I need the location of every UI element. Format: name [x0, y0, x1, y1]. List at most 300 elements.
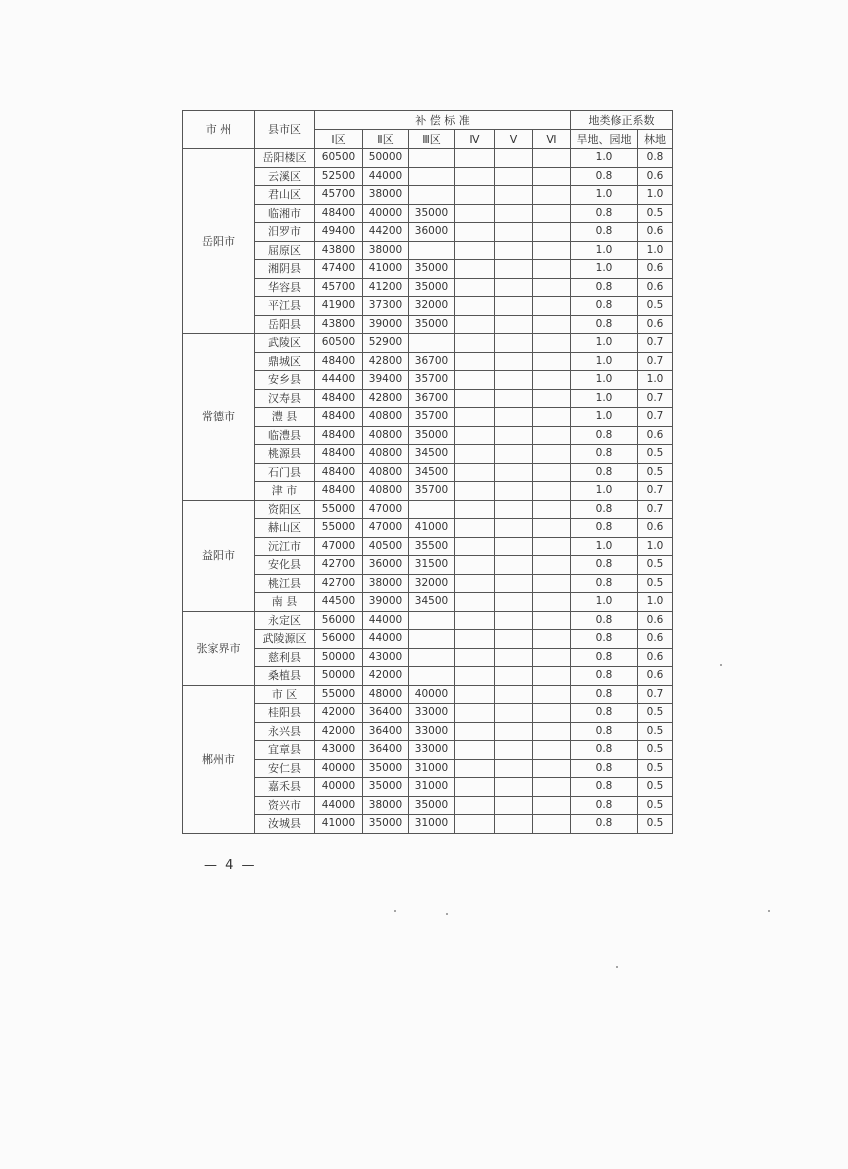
coef-dryland-cell: 0.8	[571, 463, 638, 482]
zone-6-cell	[533, 556, 571, 575]
table-row	[183, 556, 673, 575]
zone-3-cell	[409, 167, 455, 186]
header-zone-1: Ⅰ区	[315, 130, 363, 149]
zone-2-cell: 35000	[363, 815, 409, 834]
header-city: 市 州	[183, 111, 255, 149]
zone-5-cell	[495, 556, 533, 575]
zone-4-cell	[455, 389, 495, 408]
zone-1-cell: 42700	[315, 556, 363, 575]
zone-3-cell: 35000	[409, 796, 455, 815]
county-cell: 岳阳县	[255, 315, 315, 334]
zone-2-cell: 42000	[363, 667, 409, 686]
zone-5-cell	[495, 537, 533, 556]
county-cell: 资兴市	[255, 796, 315, 815]
coef-dryland-cell: 1.0	[571, 260, 638, 279]
zone-3-cell: 35700	[409, 371, 455, 390]
zone-1-cell: 52500	[315, 167, 363, 186]
zone-4-cell	[455, 722, 495, 741]
zone-4-cell	[455, 741, 495, 760]
header-zone-6: Ⅵ	[533, 130, 571, 149]
coef-forest-cell: 0.6	[638, 426, 673, 445]
coef-dryland-cell: 1.0	[571, 186, 638, 205]
coef-dryland-cell: 0.8	[571, 611, 638, 630]
zone-5-cell	[495, 574, 533, 593]
zone-1-cell: 40000	[315, 759, 363, 778]
zone-6-cell	[533, 574, 571, 593]
zone-2-cell: 40800	[363, 482, 409, 501]
county-cell: 汨罗市	[255, 223, 315, 242]
coef-dryland-cell: 0.8	[571, 574, 638, 593]
zone-6-cell	[533, 278, 571, 297]
county-cell: 安乡县	[255, 371, 315, 390]
zone-4-cell	[455, 204, 495, 223]
county-cell: 华容县	[255, 278, 315, 297]
zone-6-cell	[533, 778, 571, 797]
zone-4-cell	[455, 297, 495, 316]
zone-5-cell	[495, 389, 533, 408]
zone-4-cell	[455, 408, 495, 427]
zone-4-cell	[455, 796, 495, 815]
zone-4-cell	[455, 445, 495, 464]
zone-1-cell: 60500	[315, 149, 363, 168]
zone-5-cell	[495, 500, 533, 519]
coef-dryland-cell: 0.8	[571, 648, 638, 667]
zone-6-cell	[533, 630, 571, 649]
table-row	[183, 204, 673, 223]
zone-2-cell: 38000	[363, 241, 409, 260]
coef-forest-cell: 0.6	[638, 519, 673, 538]
zone-2-cell: 36400	[363, 722, 409, 741]
zone-1-cell: 43800	[315, 241, 363, 260]
zone-1-cell: 55000	[315, 500, 363, 519]
zone-2-cell: 40800	[363, 445, 409, 464]
zone-4-cell	[455, 667, 495, 686]
zone-1-cell: 42700	[315, 574, 363, 593]
zone-1-cell: 56000	[315, 611, 363, 630]
zone-6-cell	[533, 241, 571, 260]
coef-dryland-cell: 0.8	[571, 630, 638, 649]
table-row	[183, 574, 673, 593]
coef-dryland-cell: 0.8	[571, 297, 638, 316]
zone-5-cell	[495, 149, 533, 168]
county-cell: 汝城县	[255, 815, 315, 834]
zone-1-cell: 42000	[315, 704, 363, 723]
zone-1-cell: 44500	[315, 593, 363, 612]
coef-forest-cell: 0.6	[638, 611, 673, 630]
coef-forest-cell: 0.6	[638, 167, 673, 186]
zone-6-cell	[533, 704, 571, 723]
zone-6-cell	[533, 463, 571, 482]
zone-6-cell	[533, 352, 571, 371]
table-header	[183, 111, 673, 149]
city-cell: 益阳市	[183, 500, 255, 611]
coef-dryland-cell: 0.8	[571, 741, 638, 760]
compensation-table	[182, 110, 673, 834]
compensation-table-sheet	[182, 110, 673, 834]
zone-2-cell: 39000	[363, 315, 409, 334]
coef-dryland-cell: 0.8	[571, 722, 638, 741]
coef-forest-cell: 1.0	[638, 537, 673, 556]
header-zone-5: Ⅴ	[495, 130, 533, 149]
city-cell: 岳阳市	[183, 149, 255, 334]
table-row	[183, 371, 673, 390]
zone-4-cell	[455, 556, 495, 575]
zone-5-cell	[495, 704, 533, 723]
coef-dryland-cell: 0.8	[571, 815, 638, 834]
zone-1-cell: 48400	[315, 352, 363, 371]
zone-5-cell	[495, 463, 533, 482]
zone-3-cell: 31500	[409, 556, 455, 575]
zone-4-cell	[455, 815, 495, 834]
header-zone-2: Ⅱ区	[363, 130, 409, 149]
zone-1-cell: 47000	[315, 537, 363, 556]
zone-5-cell	[495, 759, 533, 778]
scan-speck	[768, 910, 770, 912]
city-cell: 郴州市	[183, 685, 255, 833]
zone-2-cell: 37300	[363, 297, 409, 316]
zone-4-cell	[455, 241, 495, 260]
zone-4-cell	[455, 630, 495, 649]
coef-forest-cell: 0.5	[638, 741, 673, 760]
coef-forest-cell: 0.5	[638, 297, 673, 316]
zone-5-cell	[495, 352, 533, 371]
zone-6-cell	[533, 482, 571, 501]
zone-6-cell	[533, 260, 571, 279]
coef-forest-cell: 0.6	[638, 630, 673, 649]
city-cell: 常德市	[183, 334, 255, 501]
zone-2-cell: 40800	[363, 463, 409, 482]
zone-2-cell: 42800	[363, 389, 409, 408]
zone-3-cell	[409, 667, 455, 686]
table-row	[183, 241, 673, 260]
coef-forest-cell: 0.7	[638, 408, 673, 427]
coef-dryland-cell: 1.0	[571, 389, 638, 408]
county-cell: 桂阳县	[255, 704, 315, 723]
zone-3-cell: 36700	[409, 389, 455, 408]
zone-4-cell	[455, 223, 495, 242]
coef-dryland-cell: 0.8	[571, 685, 638, 704]
zone-6-cell	[533, 334, 571, 353]
zone-2-cell: 40800	[363, 426, 409, 445]
table-row	[183, 611, 673, 630]
header-coef-dryland: 旱地、园地	[571, 130, 638, 149]
header-coef-group: 地类修正系数	[571, 111, 673, 130]
coef-dryland-cell: 0.8	[571, 167, 638, 186]
zone-3-cell	[409, 241, 455, 260]
zone-5-cell	[495, 667, 533, 686]
table-row	[183, 722, 673, 741]
zone-6-cell	[533, 667, 571, 686]
zone-1-cell: 44400	[315, 371, 363, 390]
coef-forest-cell: 0.5	[638, 204, 673, 223]
zone-2-cell: 41200	[363, 278, 409, 297]
zone-6-cell	[533, 223, 571, 242]
coef-forest-cell: 1.0	[638, 241, 673, 260]
zone-6-cell	[533, 537, 571, 556]
table-row	[183, 815, 673, 834]
zone-5-cell	[495, 167, 533, 186]
coef-forest-cell: 0.7	[638, 500, 673, 519]
zone-4-cell	[455, 648, 495, 667]
zone-2-cell: 48000	[363, 685, 409, 704]
table-row	[183, 463, 673, 482]
zone-3-cell: 41000	[409, 519, 455, 538]
coef-dryland-cell: 0.8	[571, 223, 638, 242]
county-cell: 桃江县	[255, 574, 315, 593]
county-cell: 临澧县	[255, 426, 315, 445]
coef-dryland-cell: 0.8	[571, 556, 638, 575]
zone-3-cell: 32000	[409, 574, 455, 593]
zone-3-cell: 31000	[409, 759, 455, 778]
zone-6-cell	[533, 741, 571, 760]
zone-4-cell	[455, 186, 495, 205]
zone-2-cell: 35000	[363, 759, 409, 778]
coef-dryland-cell: 0.8	[571, 445, 638, 464]
county-cell: 永兴县	[255, 722, 315, 741]
coef-forest-cell: 0.5	[638, 574, 673, 593]
zone-5-cell	[495, 445, 533, 464]
table-row	[183, 149, 673, 168]
scan-speck	[720, 664, 722, 666]
zone-2-cell: 36400	[363, 741, 409, 760]
county-cell: 慈利县	[255, 648, 315, 667]
coef-forest-cell: 0.8	[638, 149, 673, 168]
zone-4-cell	[455, 611, 495, 630]
table-row	[183, 186, 673, 205]
scan-speck	[616, 966, 618, 968]
zone-3-cell: 35500	[409, 537, 455, 556]
zone-6-cell	[533, 371, 571, 390]
table-row	[183, 519, 673, 538]
county-cell: 桑植县	[255, 667, 315, 686]
zone-3-cell: 36000	[409, 223, 455, 242]
coef-forest-cell: 0.7	[638, 352, 673, 371]
coef-dryland-cell: 0.8	[571, 778, 638, 797]
zone-6-cell	[533, 445, 571, 464]
zone-5-cell	[495, 426, 533, 445]
zone-5-cell	[495, 297, 533, 316]
zone-3-cell: 32000	[409, 297, 455, 316]
zone-2-cell: 44000	[363, 167, 409, 186]
coef-forest-cell: 0.5	[638, 759, 673, 778]
table-row	[183, 704, 673, 723]
zone-4-cell	[455, 759, 495, 778]
coef-dryland-cell: 0.8	[571, 519, 638, 538]
table-row	[183, 667, 673, 686]
zone-4-cell	[455, 426, 495, 445]
zone-4-cell	[455, 352, 495, 371]
zone-3-cell: 33000	[409, 704, 455, 723]
zone-3-cell: 35700	[409, 408, 455, 427]
zone-5-cell	[495, 482, 533, 501]
zone-6-cell	[533, 167, 571, 186]
table-row	[183, 167, 673, 186]
zone-1-cell: 48400	[315, 408, 363, 427]
table-row	[183, 648, 673, 667]
zone-3-cell	[409, 334, 455, 353]
zone-1-cell: 43000	[315, 741, 363, 760]
coef-forest-cell: 0.5	[638, 463, 673, 482]
zone-4-cell	[455, 463, 495, 482]
county-cell: 永定区	[255, 611, 315, 630]
table-row	[183, 630, 673, 649]
zone-4-cell	[455, 519, 495, 538]
coef-forest-cell: 0.6	[638, 260, 673, 279]
zone-5-cell	[495, 223, 533, 242]
zone-6-cell	[533, 796, 571, 815]
zone-1-cell: 43800	[315, 315, 363, 334]
coef-forest-cell: 0.5	[638, 722, 673, 741]
table-row	[183, 685, 673, 704]
zone-2-cell: 38000	[363, 574, 409, 593]
coef-forest-cell: 0.5	[638, 778, 673, 797]
coef-forest-cell: 0.5	[638, 704, 673, 723]
county-cell: 澧 县	[255, 408, 315, 427]
zone-5-cell	[495, 685, 533, 704]
zone-1-cell: 45700	[315, 278, 363, 297]
table-row	[183, 260, 673, 279]
zone-6-cell	[533, 759, 571, 778]
zone-5-cell	[495, 241, 533, 260]
zone-2-cell: 36400	[363, 704, 409, 723]
zone-2-cell: 52900	[363, 334, 409, 353]
zone-6-cell	[533, 408, 571, 427]
coef-forest-cell: 0.7	[638, 482, 673, 501]
zone-6-cell	[533, 648, 571, 667]
zone-1-cell: 56000	[315, 630, 363, 649]
header-zone-4: Ⅳ	[455, 130, 495, 149]
zone-5-cell	[495, 630, 533, 649]
table-row	[183, 778, 673, 797]
coef-forest-cell: 1.0	[638, 371, 673, 390]
zone-1-cell: 48400	[315, 204, 363, 223]
zone-6-cell	[533, 149, 571, 168]
coef-forest-cell: 0.5	[638, 815, 673, 834]
table-row	[183, 426, 673, 445]
coef-dryland-cell: 0.8	[571, 204, 638, 223]
zone-4-cell	[455, 574, 495, 593]
zone-2-cell: 44000	[363, 630, 409, 649]
county-cell: 鼎城区	[255, 352, 315, 371]
header-standard: 补 偿 标 准	[315, 111, 571, 130]
table-row	[183, 278, 673, 297]
coef-dryland-cell: 0.8	[571, 500, 638, 519]
coef-dryland-cell: 1.0	[571, 408, 638, 427]
zone-3-cell	[409, 648, 455, 667]
zone-1-cell: 50000	[315, 648, 363, 667]
county-cell: 资阳区	[255, 500, 315, 519]
page-number: — 4 —	[204, 858, 257, 873]
zone-5-cell	[495, 796, 533, 815]
county-cell: 安化县	[255, 556, 315, 575]
coef-forest-cell: 0.5	[638, 556, 673, 575]
county-cell: 屈原区	[255, 241, 315, 260]
zone-5-cell	[495, 611, 533, 630]
zone-5-cell	[495, 334, 533, 353]
zone-5-cell	[495, 815, 533, 834]
zone-2-cell: 50000	[363, 149, 409, 168]
table-body	[183, 149, 673, 834]
zone-3-cell: 36700	[409, 352, 455, 371]
coef-dryland-cell: 1.0	[571, 149, 638, 168]
zone-6-cell	[533, 186, 571, 205]
zone-6-cell	[533, 426, 571, 445]
zone-1-cell: 55000	[315, 519, 363, 538]
table-row	[183, 741, 673, 760]
zone-1-cell: 44000	[315, 796, 363, 815]
zone-3-cell: 35000	[409, 278, 455, 297]
county-cell: 桃源县	[255, 445, 315, 464]
zone-3-cell	[409, 500, 455, 519]
zone-5-cell	[495, 408, 533, 427]
county-cell: 嘉禾县	[255, 778, 315, 797]
zone-2-cell: 42800	[363, 352, 409, 371]
coef-forest-cell: 1.0	[638, 186, 673, 205]
coef-forest-cell: 0.7	[638, 685, 673, 704]
zone-1-cell: 41000	[315, 815, 363, 834]
zone-3-cell: 35000	[409, 315, 455, 334]
zone-5-cell	[495, 204, 533, 223]
zone-4-cell	[455, 260, 495, 279]
table-row	[183, 408, 673, 427]
zone-4-cell	[455, 593, 495, 612]
county-cell: 市 区	[255, 685, 315, 704]
header-zone-3: Ⅲ区	[409, 130, 455, 149]
county-cell: 湘阴县	[255, 260, 315, 279]
county-cell: 云溪区	[255, 167, 315, 186]
coef-dryland-cell: 1.0	[571, 537, 638, 556]
coef-forest-cell: 0.6	[638, 223, 673, 242]
header-county: 县市区	[255, 111, 315, 149]
zone-1-cell: 42000	[315, 722, 363, 741]
zone-3-cell: 35000	[409, 426, 455, 445]
table-row	[183, 352, 673, 371]
zone-3-cell	[409, 630, 455, 649]
coef-forest-cell: 0.6	[638, 667, 673, 686]
zone-5-cell	[495, 519, 533, 538]
scan-speck	[446, 913, 448, 915]
county-cell: 安仁县	[255, 759, 315, 778]
county-cell: 岳阳楼区	[255, 149, 315, 168]
table-row	[183, 334, 673, 353]
zone-4-cell	[455, 278, 495, 297]
zone-5-cell	[495, 722, 533, 741]
zone-6-cell	[533, 722, 571, 741]
zone-4-cell	[455, 482, 495, 501]
county-cell: 君山区	[255, 186, 315, 205]
zone-2-cell: 35000	[363, 778, 409, 797]
zone-2-cell: 41000	[363, 260, 409, 279]
zone-6-cell	[533, 815, 571, 834]
zone-4-cell	[455, 149, 495, 168]
zone-1-cell: 47400	[315, 260, 363, 279]
coef-dryland-cell: 0.8	[571, 278, 638, 297]
header-coef-forest: 林地	[638, 130, 673, 149]
zone-3-cell: 35000	[409, 204, 455, 223]
coef-forest-cell: 0.5	[638, 796, 673, 815]
zone-4-cell	[455, 537, 495, 556]
zone-6-cell	[533, 611, 571, 630]
table-row	[183, 759, 673, 778]
table-row	[183, 297, 673, 316]
coef-forest-cell: 0.6	[638, 278, 673, 297]
zone-3-cell: 35000	[409, 260, 455, 279]
scan-speck	[394, 910, 396, 912]
county-cell: 武陵源区	[255, 630, 315, 649]
zone-3-cell: 34500	[409, 593, 455, 612]
zone-3-cell	[409, 186, 455, 205]
county-cell: 宜章县	[255, 741, 315, 760]
